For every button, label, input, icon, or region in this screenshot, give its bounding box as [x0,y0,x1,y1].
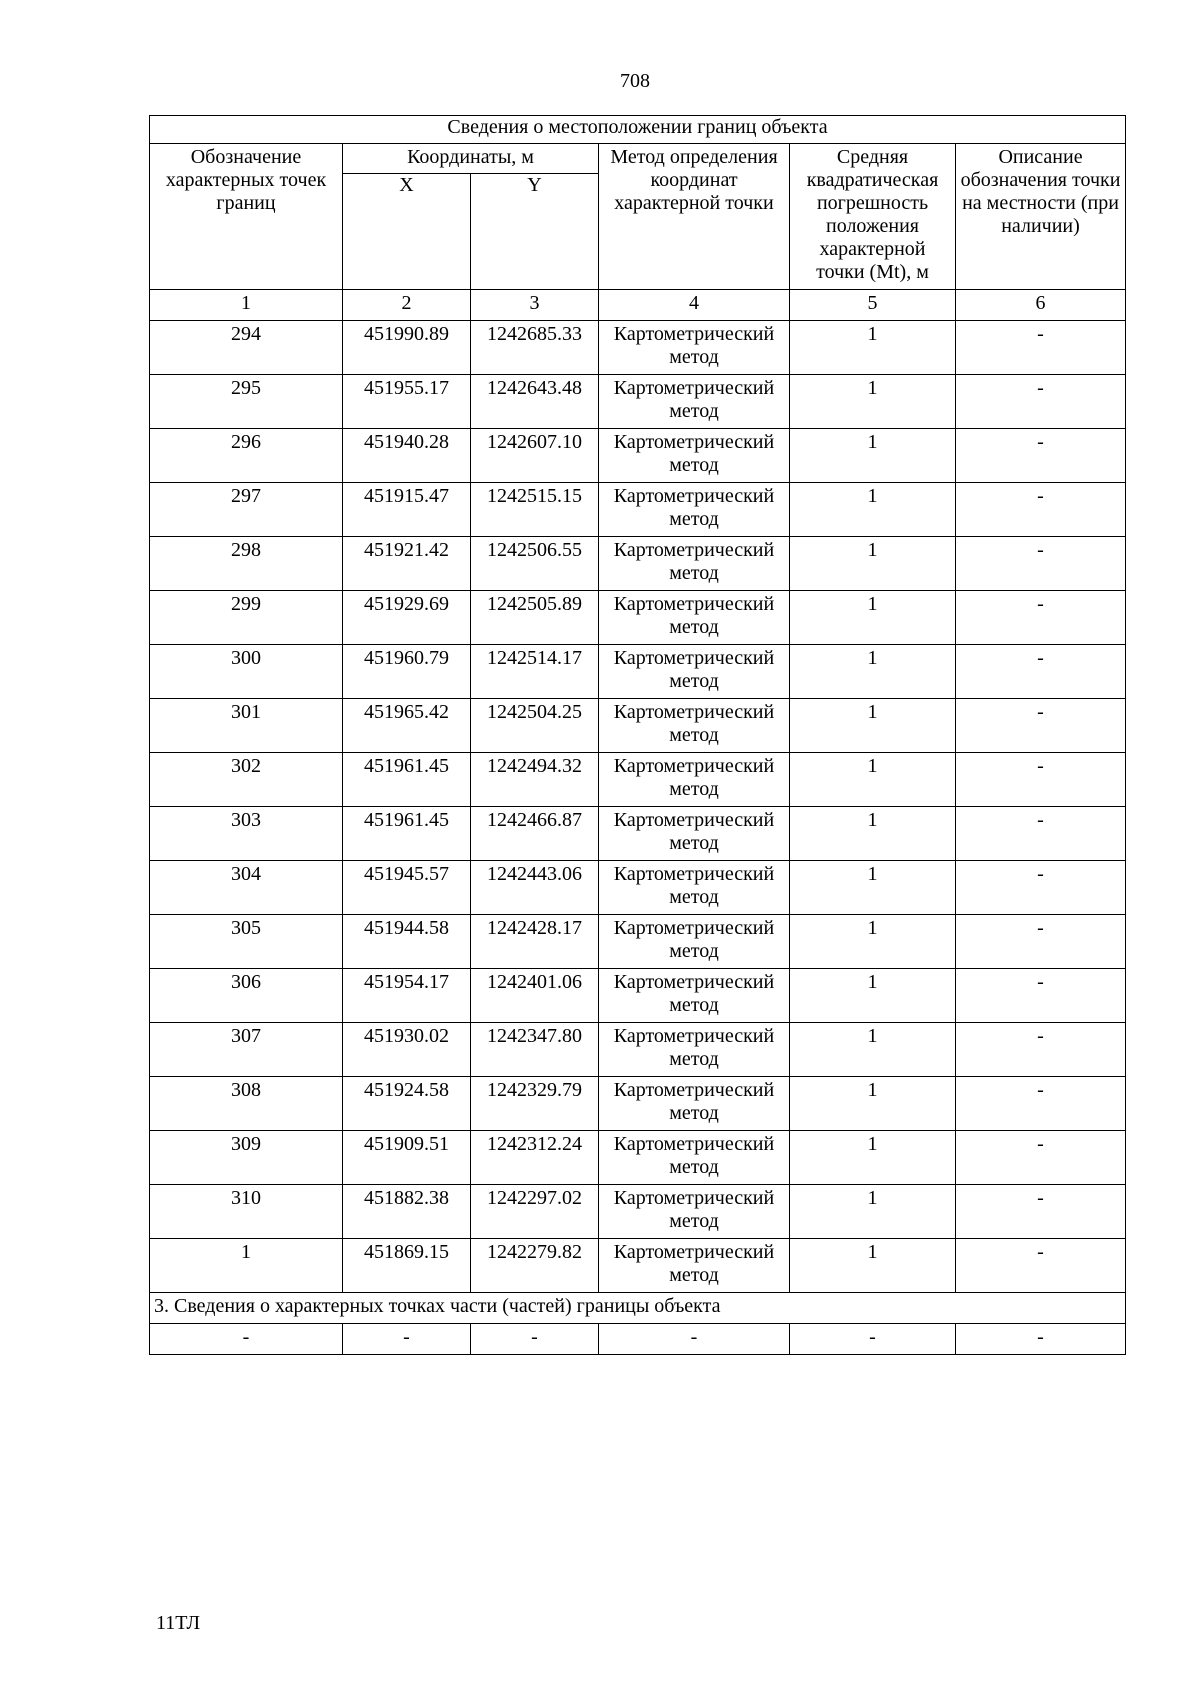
description-cell: - [956,483,1126,537]
header-x: X [343,174,471,290]
header-error: Средняя квадратическая погрешность положения характерной точки (Mt), м [790,144,956,290]
y-coordinate-cell: 1242685.33 [471,321,599,375]
page-number: 708 [620,70,650,92]
method-cell: Картометрический метод [599,429,790,483]
x-coordinate-cell: 451965.42 [343,699,471,753]
method-cell: Картометрический метод [599,807,790,861]
description-cell: - [956,1185,1126,1239]
column-number: 2 [343,290,471,321]
point-number-cell: 296 [150,429,343,483]
x-coordinate-cell: 451909.51 [343,1131,471,1185]
header-coordinates: Координаты, м [343,144,599,174]
description-cell: - [956,1239,1126,1293]
point-number-cell: 298 [150,537,343,591]
method-cell: Картометрический метод [599,645,790,699]
table-row [150,1023,1126,1077]
method-cell: Картометрический метод [599,753,790,807]
method-cell: Картометрический метод [599,1131,790,1185]
y-coordinate-cell: 1242297.02 [471,1185,599,1239]
table-row [150,537,1126,591]
y-coordinate-cell: 1242443.06 [471,861,599,915]
error-cell: 1 [790,321,956,375]
method-cell: Картометрический метод [599,483,790,537]
table-row [150,699,1126,753]
method-cell: Картометрический метод [599,1239,790,1293]
x-coordinate-cell: 451954.17 [343,969,471,1023]
column-number: 6 [956,290,1126,321]
section-3-title: 3. Сведения о характерных точках части (частей) границы объекта [150,1293,1126,1324]
description-cell: - [956,645,1126,699]
description-cell: - [956,861,1126,915]
column-number: 1 [150,290,343,321]
header-row [150,144,1126,174]
y-coordinate-cell: 1242505.89 [471,591,599,645]
error-cell: 1 [790,537,956,591]
description-cell: - [956,1131,1126,1185]
table-row [150,429,1126,483]
error-cell: 1 [790,915,956,969]
error-cell: 1 [790,483,956,537]
column-number: 4 [599,290,790,321]
point-number-cell: 1 [150,1239,343,1293]
y-coordinate-cell: 1242643.48 [471,375,599,429]
table-row [150,753,1126,807]
y-coordinate-cell: 1242279.82 [471,1239,599,1293]
y-coordinate-cell: 1242607.10 [471,429,599,483]
y-coordinate-cell: 1242466.87 [471,807,599,861]
x-coordinate-cell: 451921.42 [343,537,471,591]
error-cell: 1 [790,753,956,807]
y-coordinate-cell: 1242514.17 [471,645,599,699]
description-cell: - [956,1023,1126,1077]
y-coordinate-cell: 1242515.15 [471,483,599,537]
header-description: Описание обозначения точки на местности (при наличии) [956,144,1126,290]
error-cell: 1 [790,1239,956,1293]
y-coordinate-cell: 1242504.25 [471,699,599,753]
column-number: 3 [471,290,599,321]
column-number: 5 [790,290,956,321]
table-row [150,1131,1126,1185]
error-cell: 1 [790,591,956,645]
method-cell: Картометрический метод [599,591,790,645]
point-number-cell: 304 [150,861,343,915]
point-number-cell: 295 [150,375,343,429]
y-coordinate-cell: 1242428.17 [471,915,599,969]
method-cell: Картометрический метод [599,1077,790,1131]
point-number-cell: 299 [150,591,343,645]
y-coordinate-cell: 1242329.79 [471,1077,599,1131]
description-cell: - [956,915,1126,969]
table-row [150,807,1126,861]
table-title-row [150,116,1126,144]
footer-code: 11ТЛ [156,1612,201,1634]
x-coordinate-cell: 451940.28 [343,429,471,483]
y-coordinate-cell: 1242347.80 [471,1023,599,1077]
x-coordinate-cell: 451961.45 [343,753,471,807]
method-cell: Картометрический метод [599,1023,790,1077]
method-cell: Картометрический метод [599,699,790,753]
table-row [150,1185,1126,1239]
x-coordinate-cell: 451929.69 [343,591,471,645]
description-cell: - [956,321,1126,375]
point-number-cell: 309 [150,1131,343,1185]
y-coordinate-cell: 1242401.06 [471,969,599,1023]
table-row [150,969,1126,1023]
x-coordinate-cell: 451961.45 [343,807,471,861]
error-cell: 1 [790,861,956,915]
error-cell: 1 [790,375,956,429]
error-cell: 1 [790,645,956,699]
table-cell: - [343,1324,471,1355]
error-cell: 1 [790,1077,956,1131]
y-coordinate-cell: 1242494.32 [471,753,599,807]
table-row [150,645,1126,699]
method-cell: Картометрический метод [599,861,790,915]
header-y: Y [471,174,599,290]
table-cell: - [956,1324,1126,1355]
error-cell: 1 [790,969,956,1023]
header-designation: Обозначение характерных точек границ [150,144,343,290]
table-cell: - [471,1324,599,1355]
table-row [150,591,1126,645]
x-coordinate-cell: 451930.02 [343,1023,471,1077]
point-number-cell: 294 [150,321,343,375]
point-number-cell: 307 [150,1023,343,1077]
description-cell: - [956,969,1126,1023]
x-coordinate-cell: 451869.15 [343,1239,471,1293]
error-cell: 1 [790,1131,956,1185]
y-coordinate-cell: 1242312.24 [471,1131,599,1185]
method-cell: Картометрический метод [599,969,790,1023]
point-number-cell: 297 [150,483,343,537]
x-coordinate-cell: 451924.58 [343,1077,471,1131]
description-cell: - [956,429,1126,483]
x-coordinate-cell: 451945.57 [343,861,471,915]
x-coordinate-cell: 451960.79 [343,645,471,699]
error-cell: 1 [790,807,956,861]
table-cell: - [150,1324,343,1355]
x-coordinate-cell: 451915.47 [343,483,471,537]
table-title: Сведения о местоположении границ объекта [150,116,1126,144]
point-number-cell: 310 [150,1185,343,1239]
description-cell: - [956,591,1126,645]
description-cell: - [956,1077,1126,1131]
point-number-cell: 308 [150,1077,343,1131]
table-row [150,1239,1126,1293]
point-number-cell: 303 [150,807,343,861]
error-cell: 1 [790,699,956,753]
error-cell: 1 [790,1023,956,1077]
table-row [150,1077,1126,1131]
point-number-cell: 301 [150,699,343,753]
method-cell: Картометрический метод [599,915,790,969]
method-cell: Картометрический метод [599,1185,790,1239]
x-coordinate-cell: 451955.17 [343,375,471,429]
error-cell: 1 [790,429,956,483]
header-method: Метод определения координат характерной точки [599,144,790,290]
method-cell: Картометрический метод [599,321,790,375]
description-cell: - [956,699,1126,753]
section-3-empty-row [150,1324,1126,1355]
table-row [150,321,1126,375]
table-row [150,483,1126,537]
boundary-coordinates-table [149,115,1126,1355]
table-row [150,915,1126,969]
description-cell: - [956,753,1126,807]
table-cell: - [599,1324,790,1355]
table-row [150,861,1126,915]
description-cell: - [956,807,1126,861]
error-cell: 1 [790,1185,956,1239]
point-number-cell: 300 [150,645,343,699]
description-cell: - [956,537,1126,591]
method-cell: Картометрический метод [599,537,790,591]
point-number-cell: 305 [150,915,343,969]
column-numbers-row [150,290,1126,321]
x-coordinate-cell: 451944.58 [343,915,471,969]
section-3-row [150,1293,1126,1324]
point-number-cell: 306 [150,969,343,1023]
table-cell: - [790,1324,956,1355]
y-coordinate-cell: 1242506.55 [471,537,599,591]
method-cell: Картометрический метод [599,375,790,429]
x-coordinate-cell: 451990.89 [343,321,471,375]
x-coordinate-cell: 451882.38 [343,1185,471,1239]
table-row [150,375,1126,429]
point-number-cell: 302 [150,753,343,807]
description-cell: - [956,375,1126,429]
